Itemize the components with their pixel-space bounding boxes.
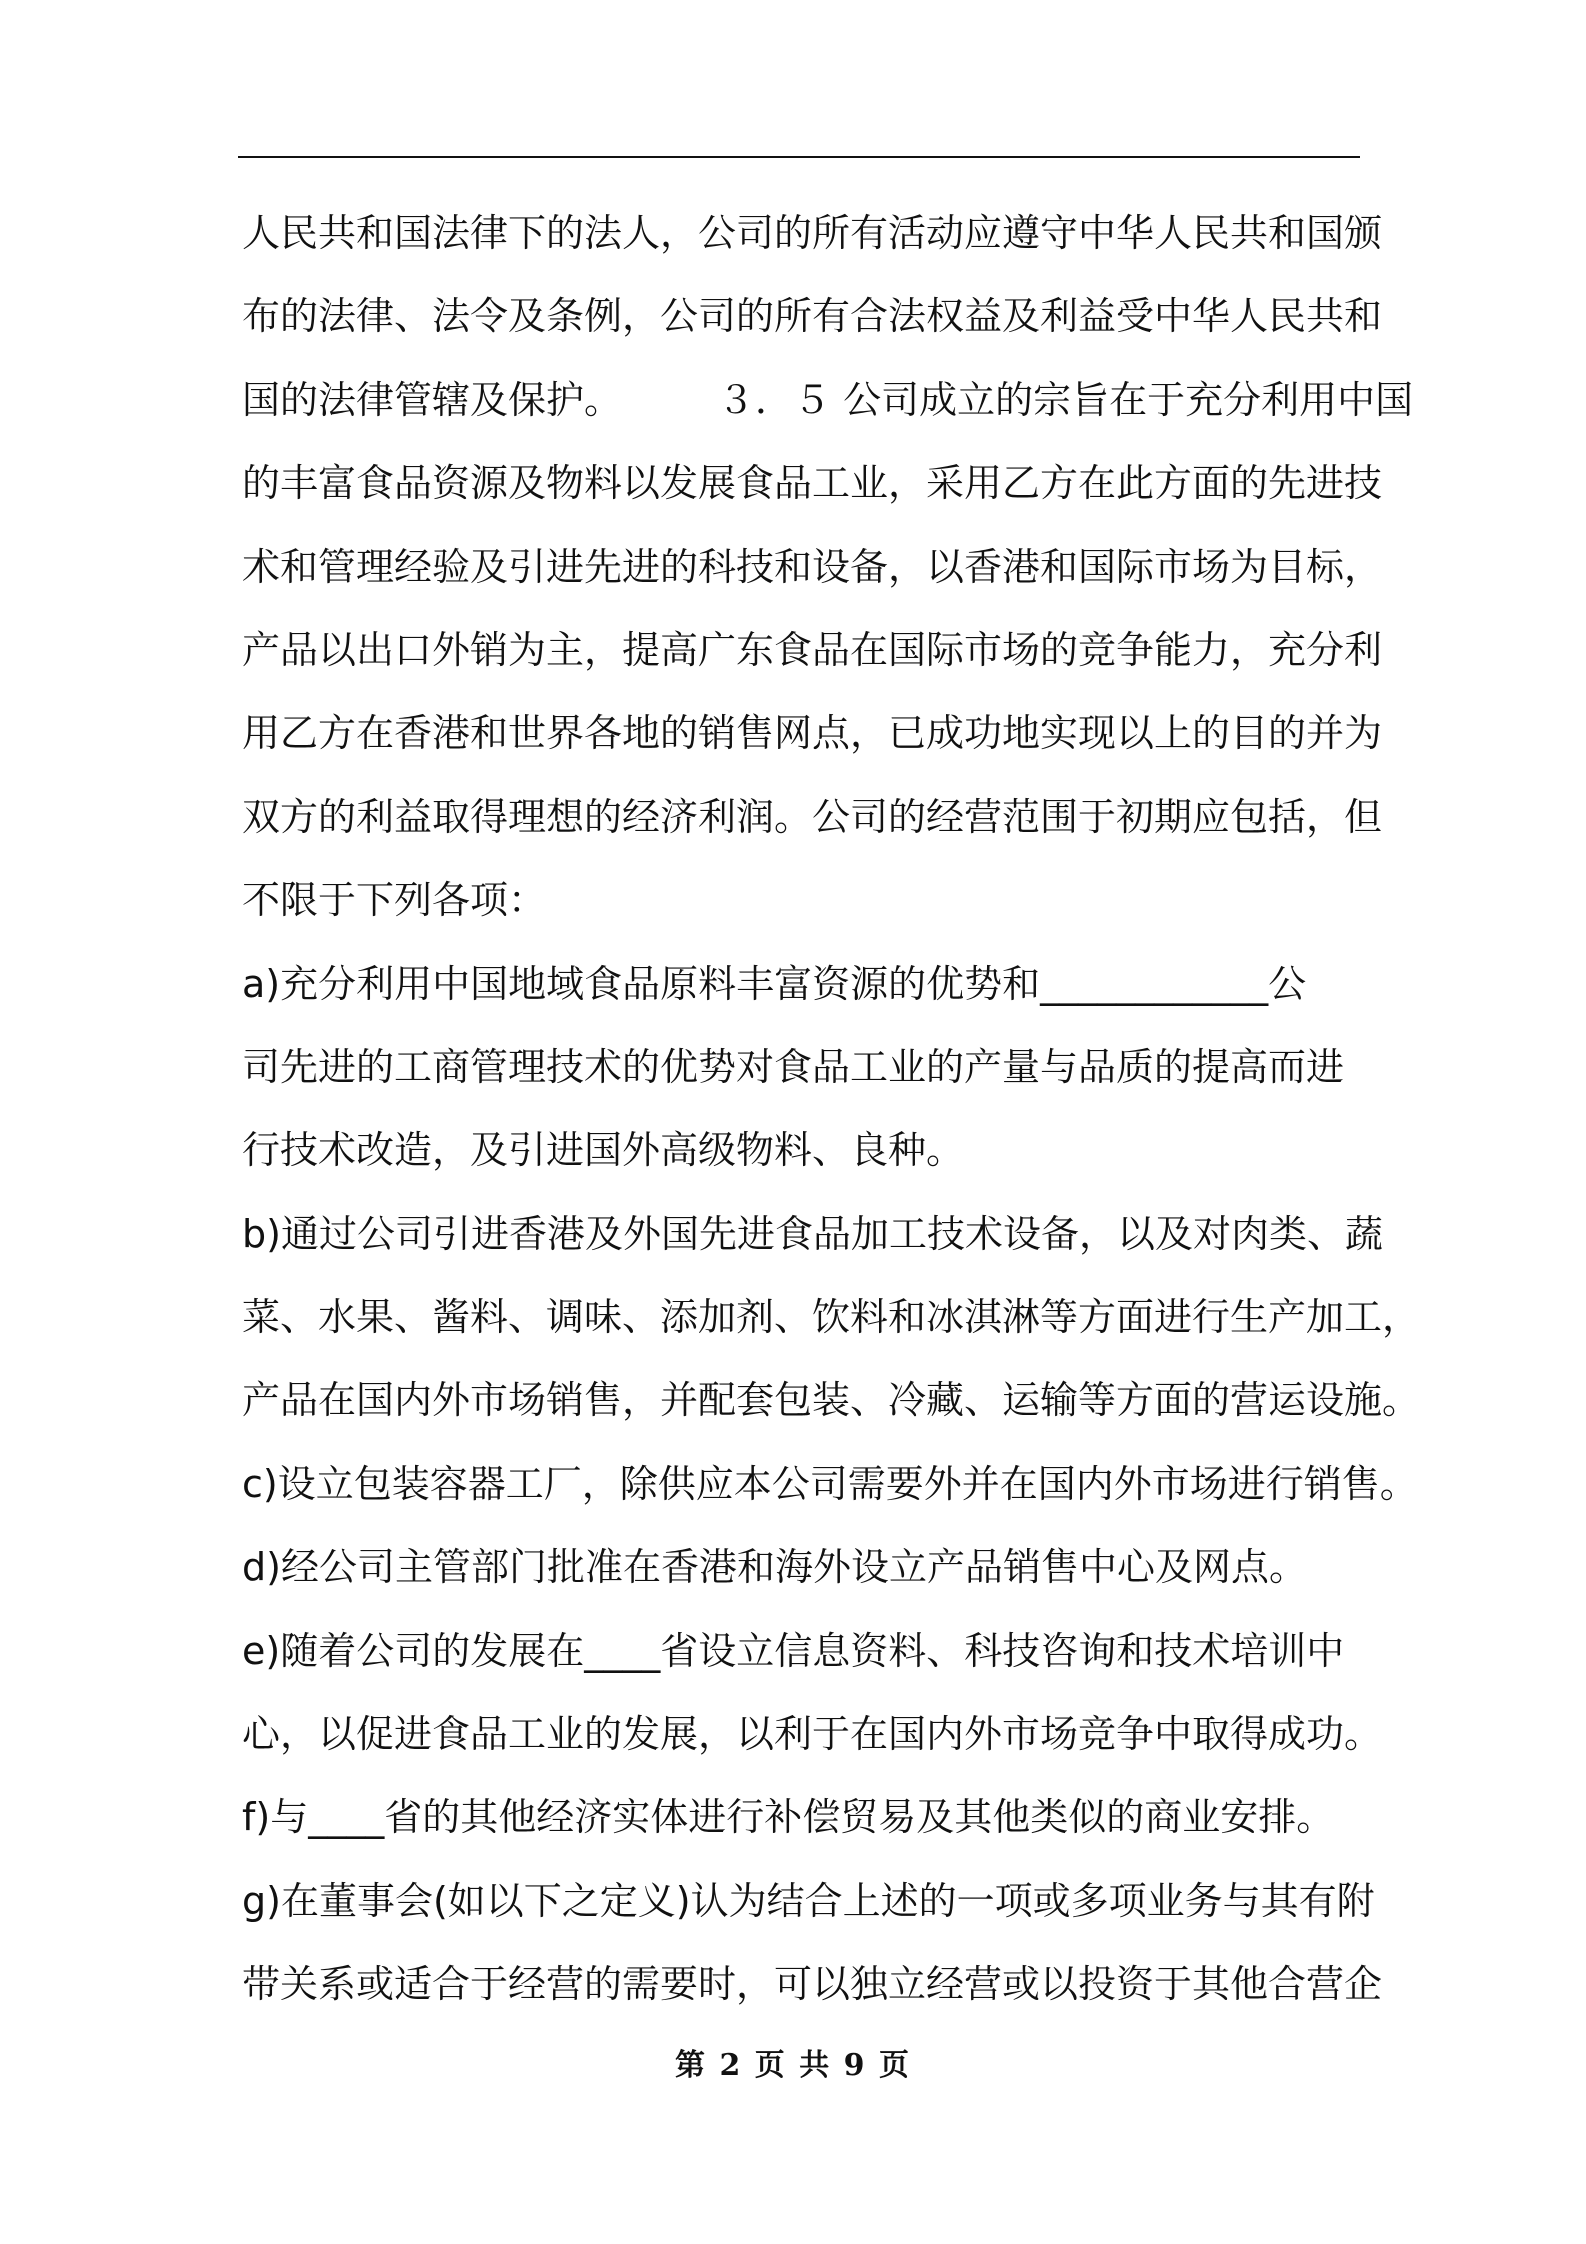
text-line: 不限于下列各项： (242, 878, 547, 923)
text-line: 司先进的工商管理技术的优势对食品工业的产量与品质的提高而进 (242, 1044, 1345, 1089)
text-line: 布的法律、法令及条例，公司的所有合法权益及利益受中华人民共和 (242, 294, 1383, 339)
text-line: a)充分利用中国地域食品原料丰富资源的优势和____________公 (242, 961, 1307, 1006)
text-line: f)与____省的其他经济实体进行补偿贸易及其他类似的商业安排。 (242, 1795, 1335, 1840)
text-line: 带关系或适合于经营的需要时，可以独立经营或以投资于其他合营企 (242, 1962, 1383, 2007)
text-line: b)通过公司引进香港及外国先进食品加工技术设备，以及对肉类、蔬 (242, 1211, 1383, 1256)
page-number: 第 2 页 共 9 页 (675, 2048, 911, 2083)
document-body (242, 192, 1421, 2027)
text-line: 国的法律管辖及保护。 ３．５ 公司成立的宗旨在于充分利用中国 (242, 377, 1414, 422)
text-line: 双方的利益取得理想的经济利润。公司的经营范围于初期应包括，但 (242, 794, 1383, 839)
text-line: 行技术改造，及引进国外高级物料、良种。 (242, 1128, 965, 1173)
header-rule (238, 156, 1360, 158)
text-line: 产品以出口外销为主，提高广东食品在国际市场的竞争能力，充分利 (242, 627, 1383, 672)
text-line: 心，以促进食品工业的发展，以利于在国内外市场竞争中取得成功。 (242, 1712, 1383, 1757)
text-line: 术和管理经验及引进先进的科技和设备，以香港和国际市场为目标， (242, 544, 1383, 589)
text-line: 菜、水果、酱料、调味、添加剂、饮料和冰淇淋等方面进行生产加工， (242, 1295, 1421, 1340)
text-line: 产品在国内外市场销售，并配套包装、冷藏、运输等方面的营运设施。 (242, 1378, 1421, 1423)
text-line: d)经公司主管部门批准在香港和海外设立产品销售中心及网点。 (242, 1545, 1307, 1590)
text-line: 的丰富食品资源及物料以发展食品工业，采用乙方在此方面的先进技 (242, 461, 1383, 506)
text-line: 用乙方在香港和世界各地的销售网点，已成功地实现以上的目的并为 (242, 711, 1383, 756)
text-line: g)在董事会(如以下之定义)认为结合上述的一项或多项业务与其有附 (242, 1878, 1375, 1923)
text-line: e)随着公司的发展在____省设立信息资料、科技咨询和技术培训中 (242, 1628, 1345, 1673)
text-line: 人民共和国法律下的法人，公司的所有活动应遵守中华人民共和国颁 (242, 211, 1383, 255)
text-line: c)设立包装容器工厂，除供应本公司需要外并在国内外市场进行销售。 (242, 1461, 1418, 1506)
